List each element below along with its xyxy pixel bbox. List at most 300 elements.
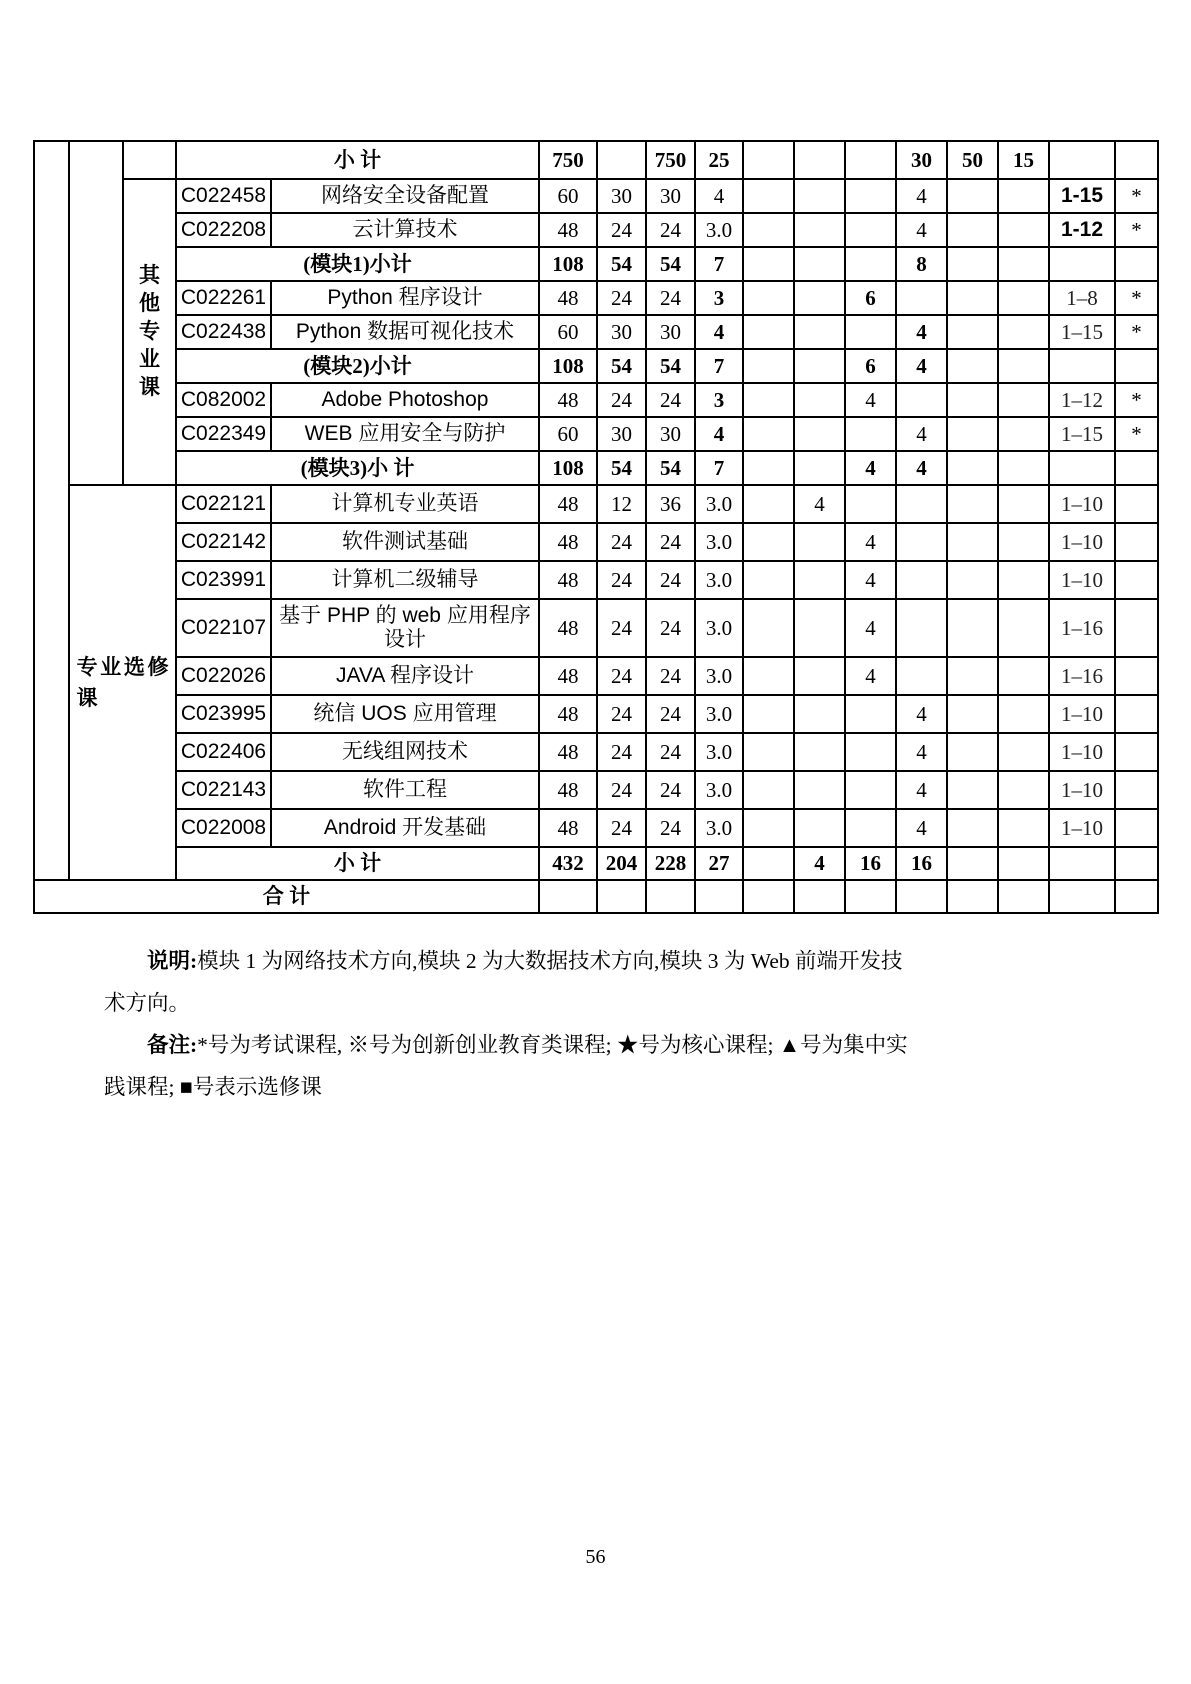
sem2-cell: [794, 349, 845, 383]
course-name: JAVA 程序设计: [271, 657, 539, 695]
remark-cell: [1115, 771, 1158, 809]
weeks-cell: 1–15: [1049, 315, 1115, 349]
sem6-cell: [998, 383, 1049, 417]
course-code: C022458: [176, 179, 271, 213]
course-code: C022008: [176, 809, 271, 847]
hours-total-cell: 48: [539, 599, 597, 657]
category-other-cell: [123, 179, 176, 485]
sem1-cell: [743, 657, 794, 695]
subtotal-label: 小 计: [176, 847, 539, 880]
sem5-cell: [947, 847, 998, 880]
table-row: [34, 733, 1158, 771]
weeks-cell: 1–8: [1049, 281, 1115, 315]
sem2-cell: [794, 880, 845, 913]
sem1-cell: [743, 771, 794, 809]
hours-practice-cell: 24: [646, 695, 695, 733]
weeks-cell: 1–12: [1049, 383, 1115, 417]
sem3-cell: [845, 213, 896, 247]
sem1-cell: [743, 847, 794, 880]
sem6-cell: [998, 179, 1049, 213]
table-row: [34, 485, 1158, 523]
hours-practice-cell: 24: [646, 809, 695, 847]
note-remark-text: *号为考试课程, ※号为创新创业教育类课程; ★号为核心课程; ▲号为集中实: [197, 1033, 908, 1057]
course-name: 无线组网技术: [271, 733, 539, 771]
credit-cell: 27: [695, 847, 743, 880]
hours-practice-cell: 24: [646, 213, 695, 247]
sem3-cell: [845, 179, 896, 213]
category-other-label: 其他专业课: [139, 264, 160, 399]
sem5-cell: [947, 523, 998, 561]
sem4-cell: 4: [896, 417, 947, 451]
remark-cell: [1115, 349, 1158, 383]
category-spacer-cell: [123, 141, 176, 179]
sem4-cell: [896, 383, 947, 417]
sem4-cell: 8: [896, 247, 947, 281]
sem3-cell: [845, 141, 896, 179]
credit-cell: 3.0: [695, 657, 743, 695]
sem4-cell: [896, 561, 947, 599]
sem5-cell: [947, 657, 998, 695]
credit-cell: 3.0: [695, 523, 743, 561]
sem5-cell: [947, 485, 998, 523]
sem3-cell: [845, 485, 896, 523]
table-row: [34, 771, 1158, 809]
sem3-cell: 4: [845, 451, 896, 485]
hours-theory-cell: 24: [597, 695, 646, 733]
footnotes: [104, 940, 966, 1108]
sem2-cell: [794, 809, 845, 847]
credit-cell: 3.0: [695, 771, 743, 809]
course-code: C022142: [176, 523, 271, 561]
sem6-cell: 15: [998, 141, 1049, 179]
sem5-cell: [947, 809, 998, 847]
table-row: [34, 179, 1158, 213]
remark-cell: [1115, 599, 1158, 657]
weeks-cell: 1–15: [1049, 417, 1115, 451]
hours-practice-cell: 36: [646, 485, 695, 523]
table-row: [34, 809, 1158, 847]
weeks-cell: 1–16: [1049, 657, 1115, 695]
sem1-cell: [743, 179, 794, 213]
sem5-cell: [947, 561, 998, 599]
sem1-cell: [743, 485, 794, 523]
hours-theory-cell: 54: [597, 349, 646, 383]
weeks-cell: 1–10: [1049, 733, 1115, 771]
sem5-cell: [947, 880, 998, 913]
course-name: 网络安全设备配置: [271, 179, 539, 213]
sem6-cell: [998, 485, 1049, 523]
sem4-cell: 4: [896, 451, 947, 485]
hours-total-cell: 48: [539, 523, 597, 561]
sem2-cell: [794, 141, 845, 179]
course-name: Python 数据可视化技术: [271, 315, 539, 349]
sem6-cell: [998, 599, 1049, 657]
weeks-cell: 1–10: [1049, 809, 1115, 847]
sem5-cell: [947, 383, 998, 417]
table-row: [34, 247, 1158, 281]
credit-cell: 3: [695, 281, 743, 315]
weeks-cell: 1–10: [1049, 561, 1115, 599]
hours-practice-cell: [646, 880, 695, 913]
note-remark-label: 备注:: [147, 1033, 198, 1057]
sem3-cell: [845, 733, 896, 771]
weeks-cell: 1–10: [1049, 523, 1115, 561]
sem6-cell: [998, 451, 1049, 485]
hours-theory-cell: [597, 880, 646, 913]
hours-theory-cell: 30: [597, 179, 646, 213]
curriculum-table: [33, 140, 1159, 914]
hours-practice-cell: 54: [646, 451, 695, 485]
credit-cell: 3.0: [695, 599, 743, 657]
hours-total-cell: 432: [539, 847, 597, 880]
credit-cell: 25: [695, 141, 743, 179]
credit-cell: 3.0: [695, 695, 743, 733]
weeks-cell: 1–10: [1049, 695, 1115, 733]
remark-cell: *: [1115, 315, 1158, 349]
hours-theory-cell: 54: [597, 451, 646, 485]
course-code: C022143: [176, 771, 271, 809]
hours-total-cell: 60: [539, 315, 597, 349]
sem2-cell: [794, 599, 845, 657]
sem4-cell: 4: [896, 695, 947, 733]
sem1-cell: [743, 809, 794, 847]
sem3-cell: [845, 880, 896, 913]
sem1-cell: [743, 315, 794, 349]
hours-total-cell: 48: [539, 281, 597, 315]
sem2-cell: [794, 417, 845, 451]
remark-cell: [1115, 695, 1158, 733]
remark-cell: [1115, 733, 1158, 771]
sem3-cell: 4: [845, 523, 896, 561]
sem3-cell: [845, 247, 896, 281]
hours-theory-cell: 24: [597, 383, 646, 417]
credit-cell: 3.0: [695, 485, 743, 523]
credit-cell: 4: [695, 315, 743, 349]
credit-cell: 3: [695, 383, 743, 417]
remark-cell: *: [1115, 417, 1158, 451]
table-row: [34, 141, 1158, 179]
remark-cell: *: [1115, 179, 1158, 213]
course-name: 统信 UOS 应用管理: [271, 695, 539, 733]
hours-theory-cell: [597, 141, 646, 179]
hours-theory-cell: 24: [597, 733, 646, 771]
hours-total-cell: 48: [539, 771, 597, 809]
weeks-cell: 1–16: [1049, 599, 1115, 657]
sem3-cell: 4: [845, 599, 896, 657]
table-row: [34, 417, 1158, 451]
table-row: [34, 213, 1158, 247]
category-elective-cell: [69, 485, 176, 880]
hours-theory-cell: 24: [597, 771, 646, 809]
course-code: C082002: [176, 383, 271, 417]
sem4-cell: 4: [896, 771, 947, 809]
sem3-cell: [845, 809, 896, 847]
sem4-cell: 4: [896, 179, 947, 213]
sem5-cell: [947, 599, 998, 657]
sem3-cell: [845, 315, 896, 349]
sem5-cell: [947, 771, 998, 809]
weeks-cell: 1-12: [1049, 213, 1115, 247]
weeks-cell: [1049, 451, 1115, 485]
course-code: C022107: [176, 599, 271, 657]
hours-practice-cell: 30: [646, 417, 695, 451]
sem6-cell: [998, 733, 1049, 771]
sem3-cell: 4: [845, 561, 896, 599]
course-code: C022121: [176, 485, 271, 523]
hours-theory-cell: 24: [597, 657, 646, 695]
hours-practice-cell: 750: [646, 141, 695, 179]
table-row: [34, 281, 1158, 315]
sem4-cell: 4: [896, 809, 947, 847]
hours-total-cell: 48: [539, 733, 597, 771]
hours-theory-cell: 24: [597, 809, 646, 847]
hours-practice-cell: 24: [646, 561, 695, 599]
hours-practice-cell: 54: [646, 247, 695, 281]
grand-total-label: 合 计: [34, 880, 539, 913]
weeks-cell: [1049, 349, 1115, 383]
remark-cell: [1115, 523, 1158, 561]
hours-practice-cell: 24: [646, 383, 695, 417]
course-name: 计算机二级辅导: [271, 561, 539, 599]
note-remark-line1: [104, 1024, 966, 1066]
sem2-cell: [794, 561, 845, 599]
sem4-cell: [896, 485, 947, 523]
hours-theory-cell: 24: [597, 281, 646, 315]
sem4-cell: [896, 523, 947, 561]
sem4-cell: 4: [896, 213, 947, 247]
sem3-cell: [845, 695, 896, 733]
note-description-text: 模块 1 为网络技术方向,模块 2 为大数据技术方向,模块 3 为 Web 前端开发技: [197, 949, 903, 973]
sem2-cell: [794, 451, 845, 485]
hours-practice-cell: 24: [646, 733, 695, 771]
module-subtotal-label: (模块1)小计: [176, 247, 539, 281]
note-description-label: 说明:: [147, 949, 198, 973]
table-row: [34, 880, 1158, 913]
sem5-cell: [947, 247, 998, 281]
remark-cell: [1115, 657, 1158, 695]
sem5-cell: [947, 733, 998, 771]
left-span-cell: [69, 141, 123, 485]
table-row: [34, 523, 1158, 561]
hours-theory-cell: 24: [597, 561, 646, 599]
hours-total-cell: 48: [539, 809, 597, 847]
sem1-cell: [743, 561, 794, 599]
course-code: C022406: [176, 733, 271, 771]
sem1-cell: [743, 695, 794, 733]
credit-cell: 3.0: [695, 213, 743, 247]
sem5-cell: [947, 451, 998, 485]
course-name: 基于 PHP 的 web 应用程序设计: [271, 599, 539, 657]
module-subtotal-label: (模块2)小计: [176, 349, 539, 383]
sem2-cell: [794, 657, 845, 695]
sem5-cell: [947, 417, 998, 451]
table-row: [34, 599, 1158, 657]
sem1-cell: [743, 213, 794, 247]
sem4-cell: 4: [896, 315, 947, 349]
sem6-cell: [998, 349, 1049, 383]
hours-total-cell: 60: [539, 179, 597, 213]
table-row: [34, 657, 1158, 695]
weeks-cell: 1–10: [1049, 485, 1115, 523]
subtotal-label: 小 计: [176, 141, 539, 179]
hours-theory-cell: 24: [597, 213, 646, 247]
sem3-cell: [845, 771, 896, 809]
sem3-cell: 4: [845, 383, 896, 417]
sem6-cell: [998, 281, 1049, 315]
sem3-cell: 6: [845, 349, 896, 383]
hours-theory-cell: 204: [597, 847, 646, 880]
note-description-line2: 术方向。: [104, 991, 191, 1015]
course-code: C022208: [176, 213, 271, 247]
table-row: [34, 561, 1158, 599]
hours-total-cell: 108: [539, 349, 597, 383]
credit-cell: 3.0: [695, 809, 743, 847]
course-code: C022349: [176, 417, 271, 451]
remark-cell: [1115, 880, 1158, 913]
sem2-cell: 4: [794, 485, 845, 523]
remark-cell: *: [1115, 383, 1158, 417]
hours-total-cell: 60: [539, 417, 597, 451]
sem1-cell: [743, 247, 794, 281]
weeks-cell: [1049, 141, 1115, 179]
course-name: 软件测试基础: [271, 523, 539, 561]
credit-cell: 3.0: [695, 561, 743, 599]
sem1-cell: [743, 141, 794, 179]
remark-cell: [1115, 485, 1158, 523]
sem6-cell: [998, 561, 1049, 599]
sem5-cell: [947, 349, 998, 383]
sem3-cell: 6: [845, 281, 896, 315]
remark-cell: [1115, 141, 1158, 179]
weeks-cell: [1049, 247, 1115, 281]
hours-theory-cell: 30: [597, 315, 646, 349]
weeks-cell: [1049, 880, 1115, 913]
credit-cell: 7: [695, 247, 743, 281]
hours-theory-cell: 24: [597, 523, 646, 561]
remark-cell: [1115, 809, 1158, 847]
course-code: C022026: [176, 657, 271, 695]
category-elective-label: 专业选修课: [76, 655, 169, 710]
sem6-cell: [998, 417, 1049, 451]
sem3-cell: 4: [845, 657, 896, 695]
sem5-cell: [947, 315, 998, 349]
left-margin-cell: [34, 141, 69, 880]
table-row: [34, 349, 1158, 383]
sem4-cell: [896, 657, 947, 695]
sem2-cell: [794, 733, 845, 771]
course-code: C023991: [176, 561, 271, 599]
hours-theory-cell: 12: [597, 485, 646, 523]
credit-cell: 7: [695, 451, 743, 485]
hours-theory-cell: 54: [597, 247, 646, 281]
hours-total-cell: 108: [539, 451, 597, 485]
sem6-cell: [998, 315, 1049, 349]
sem5-cell: [947, 695, 998, 733]
sem3-cell: [845, 417, 896, 451]
sem2-cell: 4: [794, 847, 845, 880]
hours-total-cell: 48: [539, 213, 597, 247]
remark-cell: [1115, 561, 1158, 599]
sem4-cell: 16: [896, 847, 947, 880]
sem1-cell: [743, 599, 794, 657]
sem4-cell: 4: [896, 349, 947, 383]
page-number: 56: [585, 1546, 606, 1568]
course-name: 计算机专业英语: [271, 485, 539, 523]
course-code: C023995: [176, 695, 271, 733]
sem2-cell: [794, 315, 845, 349]
sem6-cell: [998, 247, 1049, 281]
note-remark-line2: 践课程; ■号表示选修课: [104, 1075, 322, 1099]
hours-total-cell: [539, 880, 597, 913]
hours-practice-cell: 24: [646, 281, 695, 315]
sem6-cell: [998, 847, 1049, 880]
table-row: [34, 695, 1158, 733]
sem4-cell: [896, 880, 947, 913]
sem1-cell: [743, 349, 794, 383]
course-name: 云计算技术: [271, 213, 539, 247]
hours-total-cell: 48: [539, 383, 597, 417]
course-name: Python 程序设计: [271, 281, 539, 315]
course-name: Adobe Photoshop: [271, 383, 539, 417]
sem5-cell: [947, 213, 998, 247]
course-name: Android 开发基础: [271, 809, 539, 847]
sem6-cell: [998, 695, 1049, 733]
sem1-cell: [743, 451, 794, 485]
remark-cell: *: [1115, 213, 1158, 247]
hours-total-cell: 48: [539, 561, 597, 599]
table-row: [34, 451, 1158, 485]
remark-cell: [1115, 247, 1158, 281]
sem3-cell: 16: [845, 847, 896, 880]
sem5-cell: [947, 281, 998, 315]
sem1-cell: [743, 733, 794, 771]
hours-practice-cell: 30: [646, 179, 695, 213]
hours-total-cell: 48: [539, 657, 597, 695]
sem4-cell: 30: [896, 141, 947, 179]
course-code: C022261: [176, 281, 271, 315]
remark-cell: [1115, 847, 1158, 880]
remark-cell: [1115, 451, 1158, 485]
sem6-cell: [998, 523, 1049, 561]
sem1-cell: [743, 880, 794, 913]
sem1-cell: [743, 417, 794, 451]
sem2-cell: [794, 523, 845, 561]
course-name: WEB 应用安全与防护: [271, 417, 539, 451]
sem4-cell: [896, 599, 947, 657]
credit-cell: 4: [695, 417, 743, 451]
hours-practice-cell: 24: [646, 599, 695, 657]
credit-cell: 7: [695, 349, 743, 383]
sem5-cell: 50: [947, 141, 998, 179]
sem6-cell: [998, 809, 1049, 847]
note-description-line1: [104, 940, 966, 982]
table-row: [34, 847, 1158, 880]
remark-cell: *: [1115, 281, 1158, 315]
sem2-cell: [794, 213, 845, 247]
weeks-cell: [1049, 847, 1115, 880]
sem2-cell: [794, 281, 845, 315]
course-code: C022438: [176, 315, 271, 349]
hours-practice-cell: 24: [646, 771, 695, 809]
hours-theory-cell: 24: [597, 599, 646, 657]
hours-total-cell: 108: [539, 247, 597, 281]
hours-practice-cell: 24: [646, 657, 695, 695]
hours-practice-cell: 228: [646, 847, 695, 880]
table-row: [34, 383, 1158, 417]
credit-cell: 4: [695, 179, 743, 213]
hours-total-cell: 750: [539, 141, 597, 179]
module-subtotal-label: (模块3)小 计: [176, 451, 539, 485]
